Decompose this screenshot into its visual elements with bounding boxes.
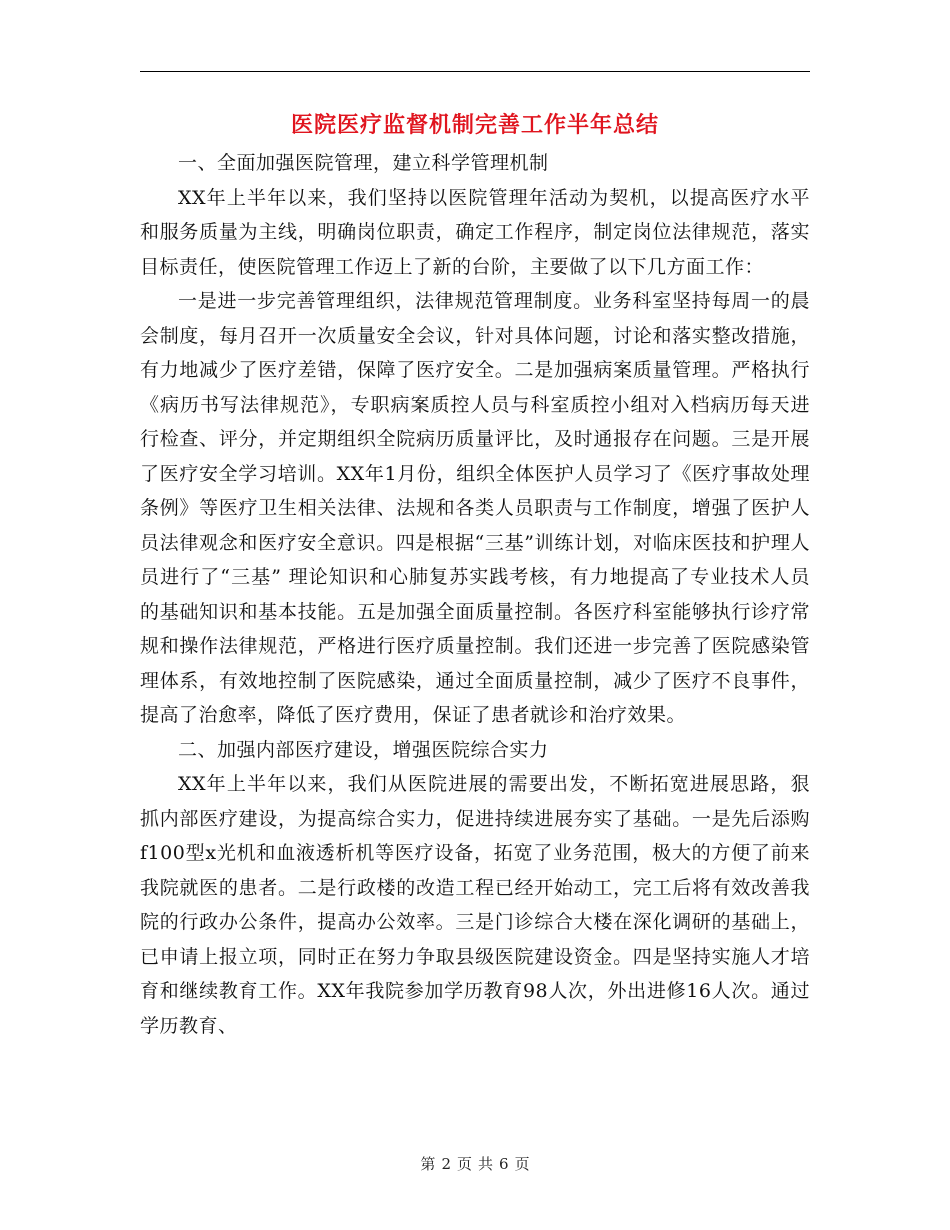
footer-suffix: 页 bbox=[514, 1155, 530, 1173]
paragraph-3: XX年上半年以来，我们从医院进展的需要出发，不断拓宽进展思路，狠抓内部医疗建设，为提高综合实力，促进持续进展夯实了基础。一是先后添购f100型x光机和血液透析机等医疗设备，拓宽了业务范围，极大的方便了前来我院就医的患者。二是行政楼的改造工程已经开始动工，完工后将有效改善我院的行政办公条件，提高办公效率。三是门诊综合大楼在深化调研的基础上，已申请上报立项，同时正在努力争取县级医院建设资金。四是坚持实施人才培育和继续教育工作。XX年我院参加学历教育98人次，外出进修16人次。通过学历教育、 bbox=[140, 773, 810, 1037]
paragraph-2: 一是进一步完善管理组织，法律规范管理制度。业务科室坚持每周一的晨会制度，每月召开一次质量安全会议，针对具体问题，讨论和落实整改措施，有力地减少了医疗差错，保障了医疗安全。二是加强病案质量管理。严格执行《病历书写法律规范》，专职病案质控人员与科室质控小组对入档病历每天进行检查、评分，并定期组织全院病历质量评比，及时通报存在问题。三是开展了医疗安全学习培训。XX年1月份，组织全体医护人员学习了《医疗事故处理条例》等医疗卫生相关法律、法规和各类人员职责与工作制度，增强了医护人员法律观念和医疗安全意识。四是根据“三基”训练计划，对临床医技和护理人员进行了“三基” 理论知识和心肺复苏实践考核，有力地提高了专业技术人员的基础知识和基本技能。五是加强全面质量控制。各医疗科室能够执行诊疗常规和操作法律规范，严格进行医疗质量控制。我们还进一步完善了医院感染管理体系，有效地控制了医院感染，通过全面质量控制，减少了医疗不良事件，提高了治愈率，降低了医疗费用，保证了患者就诊和治疗效果。 bbox=[140, 290, 810, 726]
document-body bbox=[140, 108, 810, 1043]
footer-page-word: 页 bbox=[456, 1155, 472, 1173]
page-footer bbox=[0, 1153, 950, 1175]
paragraph-1: XX年上半年以来，我们坚持以医院管理年活动为契机，以提高医疗水平和服务质量为主线，明确岗位职责，确定工作程序，制定岗位法律规范，落实目标责任，使医院管理工作迈上了新的台阶，主要做了以下几方面工作： bbox=[140, 186, 810, 278]
section-heading-2: 二、加强内部医疗建设，增强医院综合实力 bbox=[178, 738, 549, 761]
footer-total-word: 共 bbox=[478, 1155, 494, 1173]
header-rule bbox=[140, 71, 810, 72]
footer-prefix: 第 bbox=[420, 1155, 436, 1173]
footer-current-page: 2 bbox=[441, 1155, 451, 1173]
footer-total-pages: 6 bbox=[499, 1155, 509, 1173]
document-title: 医院医疗监督机制完善工作半年总结 bbox=[290, 112, 659, 138]
section-heading-1: 一、全面加强医院管理，建立科学管理机制 bbox=[178, 152, 549, 174]
